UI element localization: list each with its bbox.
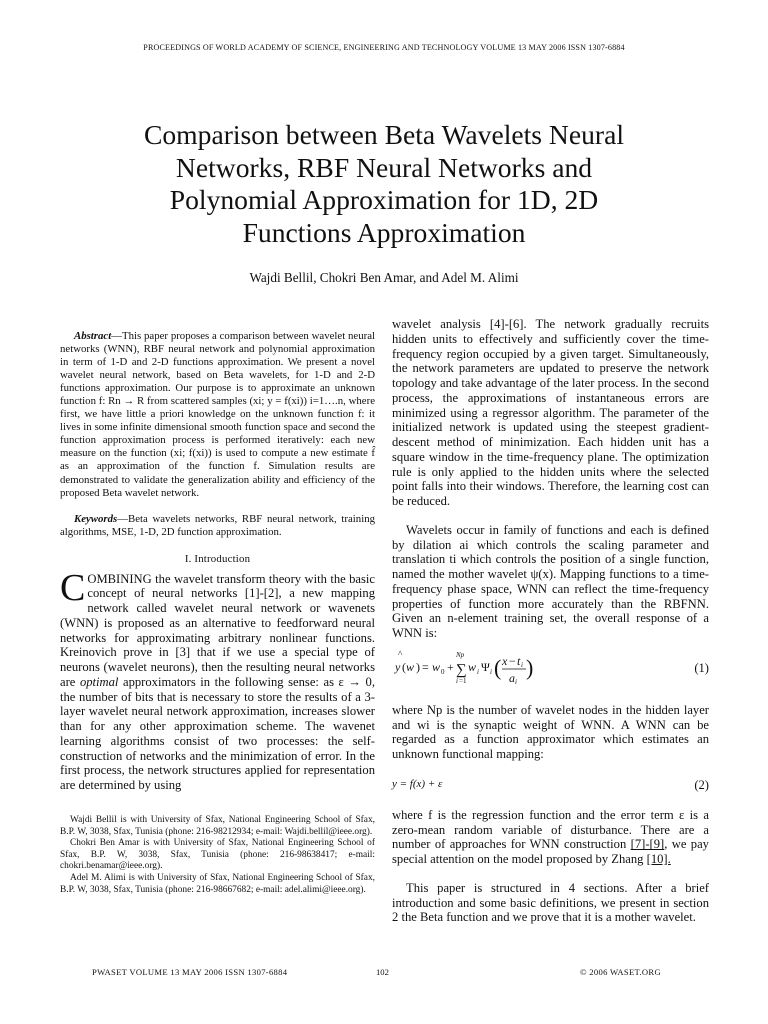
paragraph: where Np is the number of wavelet nodes in the hidden layer and wi is the synaptic weight of WNN. A WNN can be regarded as a function approximator which estimates an unknown functional mapping: xyxy=(392,702,709,761)
keywords-label: Keywords xyxy=(74,512,118,525)
svg-text:i: i xyxy=(521,660,523,669)
equation-2 xyxy=(392,774,709,798)
svg-text:^: ^ xyxy=(398,648,403,659)
intro-tail: approximators in the following sense: as ε → 0, the number of bits that is necessary to store the results of a 3-layer wavelet neural network approximation, increases slower than for any other approximation scheme. The wavenet learning algorithms consist of two processes: the self-construction of networks and the minimization of error. In the first process, the network structures applied for representation are determined by using xyxy=(60,674,375,793)
svg-text:w: w xyxy=(468,659,477,674)
footnote-item: Adel M. Alimi is with University of Sfax, National Engineering School of Sfax, B.P. W, 3038, Sfax, Tunisia (phone: 216-98667682; e-mail: adel.alimi@ieee.org). xyxy=(60,872,375,895)
citation-link[interactable]: [10]. xyxy=(646,852,671,866)
footnotes xyxy=(60,815,375,896)
svg-text:(: ( xyxy=(402,659,406,674)
title-line: Functions Approximation xyxy=(242,216,526,248)
svg-text:i: i xyxy=(515,677,517,686)
svg-text:=: = xyxy=(422,659,429,674)
intro-text: OMBINING the wavelet transform theory with the basic concept of neural networks [1]-[2], a new mapping network called wavelet neural network or wavenets (WNN) is proposed as an alternative to feedforward neural networks for approximating arbitrary nonlinear functions. Kreinovich prove in [3] that if we use a special type of neurons (wavelet neurons), then the resulting neural networks are xyxy=(60,571,375,689)
paragraph: This paper is structured in 4 sections. After a brief introduction and some basic definitions, we present in section 2 the Beta function and we prove that it is a mother wavelet. xyxy=(392,880,709,925)
paper-title xyxy=(60,119,708,249)
keywords-text: —Beta wavelets networks, RBF neural network, training algorithms, MSE, 1-D, 2D function approximation. xyxy=(60,512,375,538)
equation-number: (2) xyxy=(694,777,709,792)
svg-text:w: w xyxy=(432,659,441,674)
paragraph xyxy=(392,808,709,867)
svg-text:=1: =1 xyxy=(459,676,467,685)
left-column xyxy=(60,330,375,896)
intro-paragraph xyxy=(60,566,375,793)
svg-text:0: 0 xyxy=(441,667,445,676)
svg-text:∑: ∑ xyxy=(456,661,467,678)
footer-copyright: © 2006 WASET.ORG xyxy=(580,967,661,977)
svg-text:w: w xyxy=(406,659,415,674)
equation-number: (1) xyxy=(694,660,709,675)
equation-1 xyxy=(392,648,709,695)
para4-pre: where f is the regression function and the error term ε is a zero-mean random variable of disturbance. There are a number of approaches for WNN construction xyxy=(392,807,709,852)
page-number: 102 xyxy=(376,967,389,977)
para4-mid: , we pay special attention on the model proposed by Zhang xyxy=(392,837,709,866)
title-line: Polynomial Approximation for 1D, 2D xyxy=(169,184,599,215)
svg-text:i: i xyxy=(456,676,458,685)
svg-text:Ψ: Ψ xyxy=(481,659,490,674)
equation-2-formula: y = f(x) + ε xyxy=(392,777,443,790)
intro-italic: optimal xyxy=(79,674,119,689)
svg-text:y: y xyxy=(395,659,401,674)
citation-link[interactable]: [7]-[9] xyxy=(630,837,665,852)
footnote-item: Chokri Ben Amar is with University of Sfax, National Engineering School of Sfax, B.P. W, 3038, Sfax, Tunisia (phone: 216-98638417; e-mail: chokri.benamar@ieee.org). xyxy=(60,838,375,872)
right-column xyxy=(392,317,709,925)
drop-cap: C xyxy=(60,566,86,609)
svg-text:): ) xyxy=(526,654,534,680)
footer-journal: PWASET VOLUME 13 MAY 2006 ISSN 1307-6884 xyxy=(92,967,288,977)
running-head: PROCEEDINGS OF WORLD ACADEMY OF SCIENCE, ENGINEERING AND TECHNOLOGY VOLUME 13 MAY 2006 ISSN 1307-6884 xyxy=(143,43,625,52)
svg-text:−: − xyxy=(509,653,516,668)
svg-text:a: a xyxy=(509,670,515,685)
svg-text:i: i xyxy=(477,667,479,676)
svg-text:(: ( xyxy=(494,654,502,680)
svg-text:x: x xyxy=(502,653,508,668)
paragraph: wavelet analysis [4]-[6]. The network gradually recruits hidden units to effectively and sufficiently cover the time-frequency region occupied by a given target. Simultaneously, the network parameters are updated to preserve the network topology and take advantage of the later process. In the second process, the approximations of instantaneous errors are minimized using a regressor algorithm. The parameter of the initialized network is updated using the steepest gradient-descent method of minimization. Each hidden unit has a square window in the time-frequency plane. The optimization rule is only applied to the hidden units where the selected point falls into their windows. Therefore, the learning cost can be reduced. xyxy=(392,317,709,508)
svg-text:Np: Np xyxy=(456,650,465,659)
title-line: Comparison between Beta Wavelets Neural xyxy=(143,119,624,150)
svg-text:t: t xyxy=(517,653,521,668)
author-list: Wajdi Bellil, Chokri Ben Amar, and Adel M. Alimi xyxy=(249,270,519,285)
svg-text:+: + xyxy=(447,659,454,674)
paragraph: Wavelets occur in family of functions and each is defined by dilation ai which controls the scaling parameter and translation ti which controls the position of a single function, named the mother wavelet ψ(x). Mapping functions to a time-frequency phase space, WNN can reflect the time-frequency properties of function more accurately than the RBFNN. Given an n-element training set, the overall response of a WNN is: xyxy=(392,522,709,640)
title-line: Networks, RBF Neural Networks and xyxy=(175,151,593,183)
equation-1-formula xyxy=(392,648,534,695)
svg-text:i: i xyxy=(490,667,492,676)
abstract-label: Abstract xyxy=(74,330,112,342)
keywords xyxy=(60,513,375,539)
abstract-text: —This paper proposes a comparison between wavelet neural networks (WNN), RBF neural network and polynomial approximation in term of 1-D and 2-D functions approximation. We present a novel wavelet neural network, based on Beta wavelets, for 1-D and 2-D functions approximation. Our purpose is to approximate an unknown function f: Rn → R from scattered samples (xi; y = f(xi)) i=1….n, where first, we have little a priori knowledge on the unknown function f: it lives in some infinite dimensional smooth function space and second the function approximation process is performed iteratively: each new measure on the function (xi; f(xi)) is used to compute a new estimate f̂ as an approximation of the function f. Simulation results are demonstrated to validate the generalization ability and efficiency of the proposed Beta wavelet network. xyxy=(60,330,375,499)
svg-text:): ) xyxy=(416,659,420,674)
abstract xyxy=(60,330,375,500)
section-heading: I. Introduction xyxy=(184,552,251,565)
footnote-item: Wajdi Bellil is with University of Sfax, National Engineering School of Sfax, B.P. W, 3038, Sfax, Tunisia (phone: 216-98212934; e-mail: Wajdi.bellil@ieee.org). xyxy=(60,814,375,837)
